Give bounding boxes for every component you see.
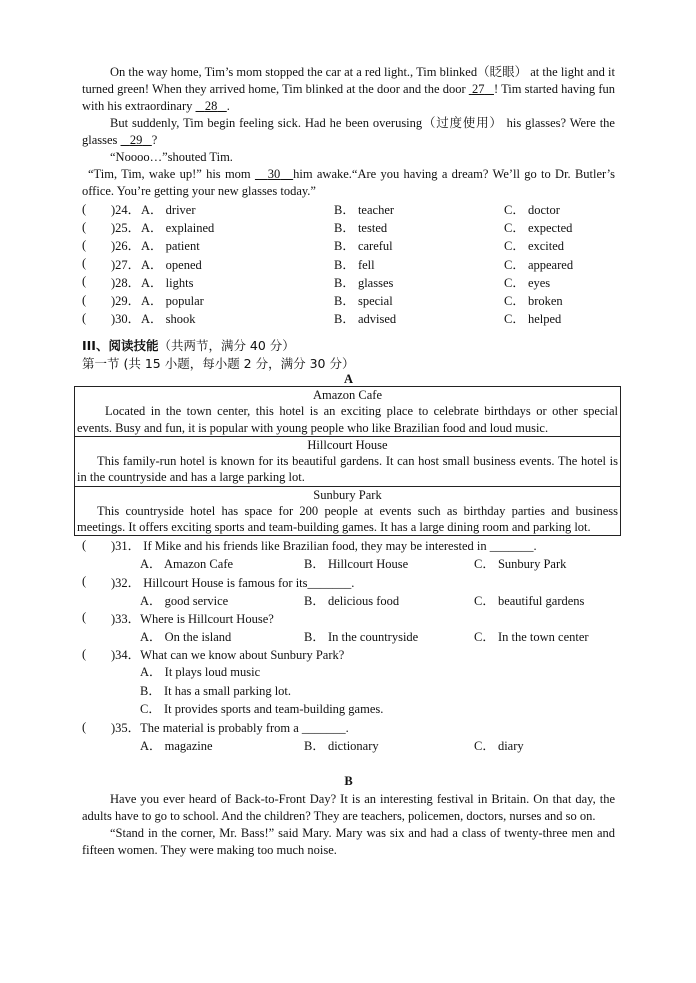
question-34: ( )34．What can we know about Sunbury Park? A． It plays loud music B． It has a small parking lot. C． It provides sports and team-building games. [82, 646, 384, 716]
cloze-paragraph-3: “Noooo…”shouted Tim. [110, 150, 233, 164]
hotel-name: Amazon Cafe [312, 388, 383, 403]
hotel-name: Hillcourt House [307, 437, 388, 452]
question-row: ( )29． A． popular B． special C． broken [82, 292, 563, 309]
question-row: ( )26． A． patient B． careful C． excited [82, 237, 565, 254]
blank-27: 27 [471, 82, 485, 96]
question-row: ( )27． A． opened B． fell C． appeared [82, 256, 574, 272]
exam-page [77, 64, 618, 859]
reading-question-list [82, 536, 615, 754]
question-stem: )31． If Mike and his friends like Brazilian food, they may be interested in _______. [111, 539, 537, 554]
hotel-cell [75, 487, 620, 536]
hotel-cell [75, 437, 620, 487]
question-35: ( )35．The material is probably from a _______. A． magazine B． dictionary C． diary [82, 719, 524, 754]
passage-label-a: A [343, 372, 354, 387]
question-stem: )33．Where is Hillcourt House? [111, 611, 274, 626]
section-part-title: 第一节 (共 15 小题，每小题 2 分，满分 30 分） [82, 356, 355, 372]
hotel-name: Sunbury Park [313, 487, 382, 502]
question-33: ( )33．Where is Hillcourt House? A． On the island B． In the countryside C． In the town center [82, 610, 589, 645]
question-row: ( )28． A． lights B． glasses C． eyes [82, 274, 551, 290]
cloze-paragraph-2: But suddenly, Tim begin feeling sick. Had he been overusing（过度使用） his glasses? Were the glasses 29 ? [82, 116, 615, 147]
question-32: ( )32． Hillcourt House is famous for its_______. A． good service B． delicious food C． beautiful gardens [82, 574, 585, 608]
cloze-paragraph-4: “Tim, Tim, wake up!” his mom 30 him awake.“Are you having a dream? We’ll go to Dr. Butler’s office. You’re getting your new glasses today.” [82, 167, 616, 198]
question-row: ( )30． A． shook B． advised C． helped [82, 310, 562, 327]
question-stem: )32． Hillcourt House is famous for its_______. [111, 575, 355, 590]
hotel-cell [75, 387, 620, 437]
blank-29: 29 [129, 133, 143, 147]
passage-label-b: B [344, 774, 353, 789]
blank-30: 30 [267, 167, 281, 181]
question-row: ( )25． A． explained B． tested C． expected [82, 219, 573, 236]
passage-b [82, 774, 615, 859]
hotel-table [74, 386, 621, 536]
cloze-question-list [82, 200, 615, 327]
question-row: ( )24． A． driver B． teacher C． doctor [82, 201, 560, 218]
cloze-paragraph-1: On the way home, Tim’s mom stopped the car at a red light., Tim blinked（眨眼） at the light and it turned green! When they arrived home, Tim blinked at the door and the door 27 ! Tim started having fun with his extraordinary 28 . [82, 65, 615, 113]
hotel-description: This countryside hotel has space for 200 people at events such as birthday parties and business meetings. It offers exciting sports and team-building games. It has a large dining room and parking lot. [77, 503, 618, 534]
hotel-description: Located in the town center, this hotel is an exciting place to celebrate birthdays or other special events. Busy and fun, it is popular with young people who like Brazilian food and loud music. [77, 404, 618, 435]
question-stem: )35．The material is probably from a _______. [111, 721, 349, 736]
blank-28: 28 [204, 99, 218, 113]
passage-b-paragraph-2: “Stand in the corner, Mr. Bass!” said Mary. Mary was six and had a class of twenty-three men and fifteen women. They were making too much noise. [82, 826, 615, 858]
passage-b-paragraph-1: Have you ever heard of Back-to-Front Day? It is an interesting festival in Britain. On that day, the adults have to go to school. And the children? They are teachers, policemen, doctors, nurses and so on. [82, 792, 615, 824]
section-title: III、阅读技能（共两节，满分 40 分） [82, 338, 295, 354]
hotel-description: This family-run hotel is known for its beautiful gardens. It can host small business events. The hotel is in the countryside and has a large parking lot. [77, 453, 618, 485]
question-stem: )34．What can we know about Sunbury Park? [111, 648, 345, 663]
question-31: ( )31． If Mike and his friends like Brazilian food, they may be interested in _______. A． Amazon Cafe B． Hillcourt House C． Sunbury Park [82, 537, 567, 572]
